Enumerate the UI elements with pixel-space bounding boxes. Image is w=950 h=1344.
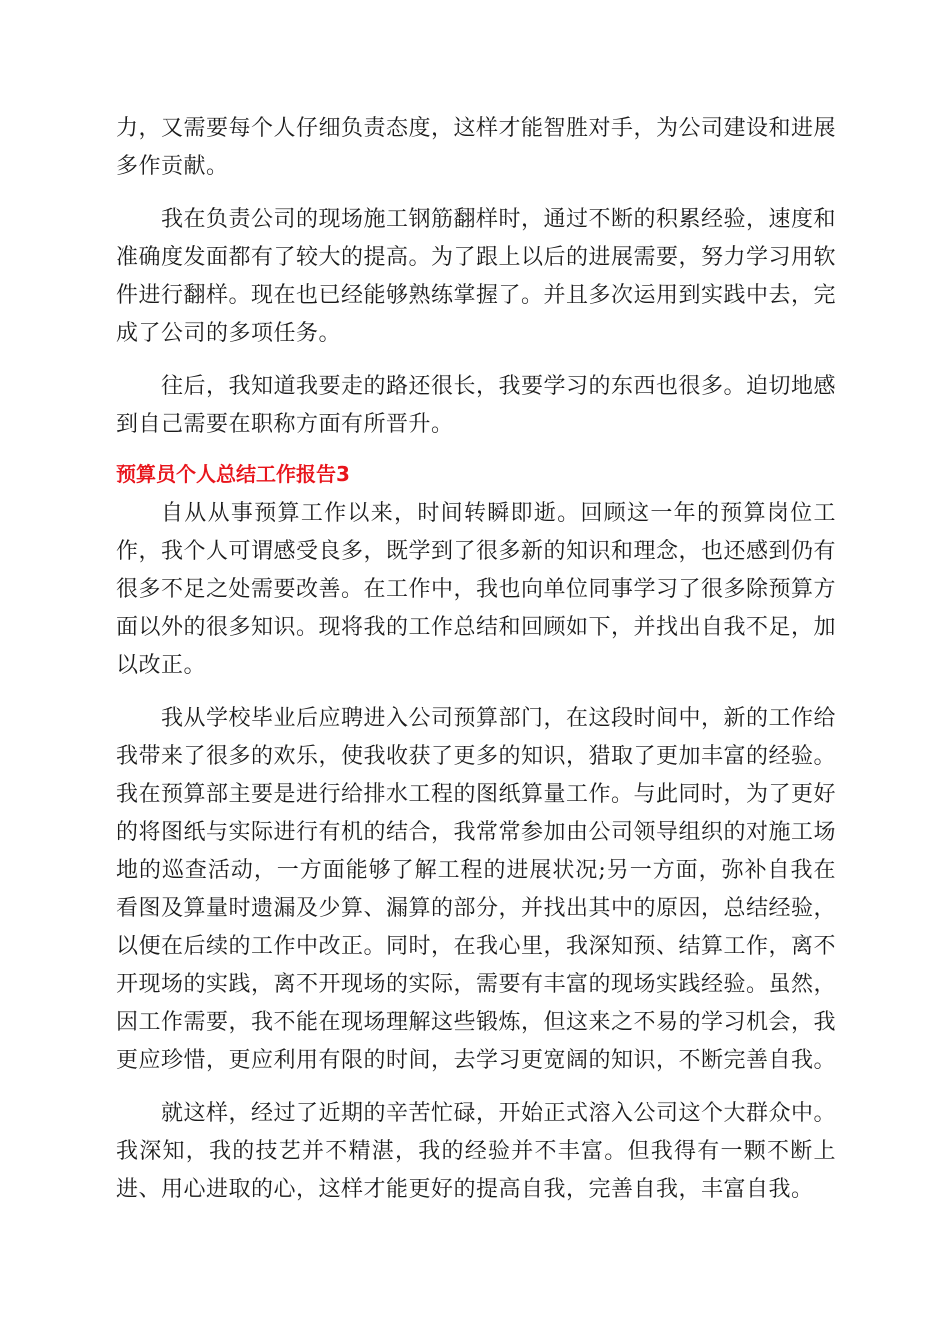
paragraph-experience: 我从学校毕业后应聘进入公司预算部门，在这段时间中，新的工作给我带来了很多的欢乐，使我收获了更多的知识，猎取了更加丰富的经验。我在预算部主要是进行给排水工程的图纸算量工作。与此同时，为了更好的将图纸与实际进行有机的结合，我常常参加由公司领导组织的对施工场地的巡查活动，一方面能够了解工程的进展状况;另一方面，弥补自我在看图及算量时遗漏及少算、漏算的部分，并找出其中的原因，总结经验，以便在后续的工作中改正。同时，在我心里，我深知预、结算工作，离不开现场的实践，离不开现场的实际，需要有丰富的现场实践经验。虽然，因工作需要，我不能在现场理解这些锻炼，但这来之不易的学习机会，我更应珍惜，更应利用有限的时间，去学习更宽阔的知识，不断完善自我。	[116, 706, 837, 1073]
paragraph-intro: 自从从事预算工作以来，时间转瞬即逝。回顾这一年的预算岗位工作，我个人可谓感受良多，既学到了很多新的知识和理念，也还感到仍有很多不足之处需要改善。在工作中，我也向单位同事学习了很多除预算方面以外的很多知识。现将我的工作总结和回顾如下，并找出自我不足，加以改正。	[116, 501, 837, 678]
paragraph-continuation: 力，又需要每个人仔细负责态度，这样才能智胜对手，为公司建设和进展多作贡献。	[116, 116, 837, 179]
paragraph-rebar: 我在负责公司的现场施工钢筋翻样时，通过不断的积累经验，速度和准确度发面都有了较大的提高。为了跟上以后的进展需要，努力学习用软件进行翻样。现在也已经能够熟练掌握了。并且多次运用到实践中去，完成了公司的多项任务。	[116, 207, 837, 346]
section-heading: 预算员个人总结工作报告3	[116, 462, 350, 486]
paragraph-conclusion: 就这样，经过了近期的辛苦忙碌，开始正式溶入公司这个大群众中。我深知，我的技艺并不精湛，我的经验并不丰富。但我得有一颗不断上进、用心进取的心，这样才能更好的提高自我，完善自我，丰富自我。	[116, 1101, 837, 1202]
document-body	[116, 110, 836, 1224]
paragraph-future: 往后，我知道我要走的路还很长，我要学习的东西也很多。迫切地感到自己需要在职称方面有所晋升。	[116, 374, 837, 437]
